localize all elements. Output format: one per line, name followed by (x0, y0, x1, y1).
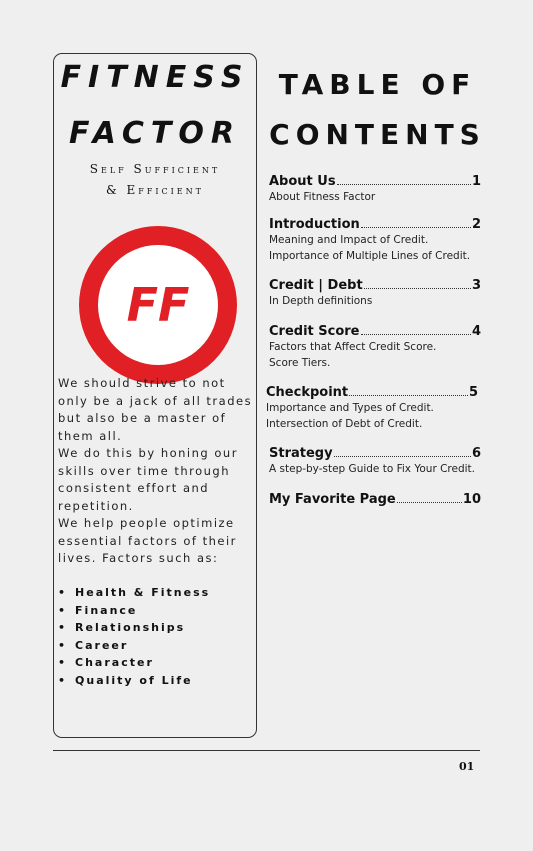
intro-paragraph-1: We should strive to not only be a jack of all trades but also be a master of them all. (58, 376, 253, 443)
factor-item: • Career (58, 637, 256, 655)
toc-page-number: 5 (468, 385, 478, 400)
page-number: 01 (459, 760, 475, 773)
intro-paragraph-3: We help people optimize essential factors of their lives. Factors such as: (58, 516, 237, 565)
toc-dot-leader (361, 227, 471, 228)
intro-paragraph-2: We do this by honing our skills over time through consistent effort and repetition. (58, 446, 238, 513)
ff-logo (79, 226, 237, 384)
toc-entry-title: Checkpoint (266, 385, 349, 400)
toc-entry-description: Importance of Multiple Lines of Credit. (269, 249, 471, 262)
toc-dot-leader (334, 456, 471, 457)
toc-heading-line1: TABLE OF (278, 68, 477, 101)
toc-entry-description: A step-by-step Guide to Fix Your Credit. (269, 463, 476, 475)
factor-item: • Finance (58, 602, 256, 620)
tagline-line1: Self Sufficient (89, 162, 221, 176)
footer-divider (53, 750, 480, 751)
toc-entry-description: Score Tiers. (269, 356, 331, 369)
factor-item: • Health & Fitness (58, 584, 256, 602)
toc-entry-title: Credit | Debt (269, 278, 363, 293)
factor-item: • Relationships (58, 619, 256, 637)
toc-dot-leader (349, 395, 468, 396)
logo-inner-circle (98, 245, 218, 365)
toc-page-number: 10 (462, 492, 481, 507)
intro-text (58, 375, 256, 568)
toc-entry-description: Meaning and Impact of Credit. (269, 234, 429, 246)
toc-page-number: 3 (471, 278, 481, 293)
toc-entry-title: Credit Score (269, 324, 360, 339)
toc-entry-introduction[interactable] (269, 217, 481, 263)
toc-dot-leader (364, 288, 471, 289)
toc-page-number: 4 (471, 324, 481, 339)
toc-entry-title: My Favorite Page (269, 492, 396, 507)
toc-heading-line2: CONTENTS (269, 118, 486, 151)
factors-list (58, 584, 256, 689)
tagline-line2: & Efficient (106, 183, 204, 197)
brand-title-line1: FITNESS (60, 60, 250, 95)
toc-entry-description: Factors that Affect Credit Score. (269, 341, 437, 353)
toc-page-number: 6 (471, 446, 481, 461)
toc-entry-title: Strategy (269, 446, 333, 461)
toc-page-number: 2 (471, 217, 481, 232)
toc-entry-about-us[interactable] (269, 174, 481, 205)
toc-dot-leader (361, 334, 471, 335)
toc-entry-checkpoint[interactable] (266, 385, 478, 431)
toc-entry-description: Intersection of Debt of Credit. (266, 417, 423, 430)
toc-entry-strategy[interactable] (269, 446, 481, 477)
toc-entry-description: Importance and Types of Credit. (266, 402, 434, 414)
brand-panel (53, 53, 257, 738)
toc-entry-my-favorite-page[interactable] (269, 492, 481, 507)
toc-entry-title: About Us (269, 174, 336, 189)
toc-entry-description: About Fitness Factor (269, 191, 376, 203)
logo-text: FF (126, 278, 190, 332)
toc-entry-credit-debt[interactable] (269, 278, 481, 309)
toc-entry-description: In Depth definitions (269, 295, 373, 307)
factor-item: • Character (58, 654, 256, 672)
toc-dot-leader (397, 502, 462, 503)
toc-entry-credit-score[interactable] (269, 324, 481, 370)
factor-item: • Quality of Life (58, 672, 256, 690)
toc-dot-leader (337, 184, 471, 185)
toc-page-number: 1 (471, 174, 481, 189)
toc-entry-title: Introduction (269, 217, 360, 232)
brand-title-line2: FACTOR (68, 116, 241, 151)
